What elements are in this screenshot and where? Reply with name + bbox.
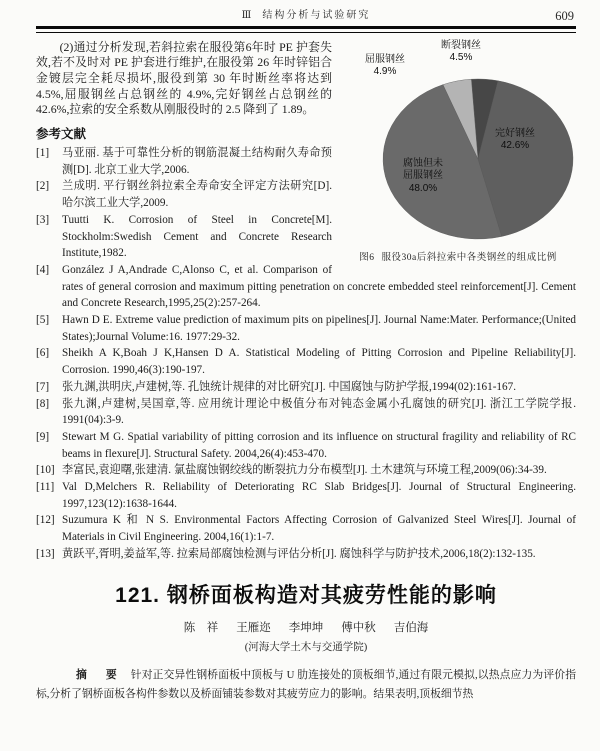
- reference-number: [11]: [36, 481, 55, 494]
- reference-number: [8]: [36, 397, 50, 410]
- abstract-label: 摘 要: [76, 668, 121, 681]
- section-title: 结构分析与试验研究: [262, 10, 371, 21]
- abstract-text: 针对正交异性钢桥面板中顶板与 U 肋连接处的顶板细节,通过有限元模拟,以热点应力为评价指标,分析了钢桥面板各构件参数以及桥面铺装参数对其疲劳应力的影响。结果表明,顶板细节热: [36, 668, 577, 701]
- reference-text: 黄跃平,胥明,姜益军,等. 拉索局部腐蚀检测与评估分析[J]. 腐蚀科学与防护技术,2006,18(2):132-135.: [62, 547, 536, 560]
- pie-label-broken-wires: [428, 40, 494, 65]
- reference-text: 马亚丽. 基于可靠性分析的钢筋混凝土结构耐久寿命预测[D]. 北京工业大学,2006.: [62, 147, 332, 176]
- pie-label-broken-name: 断裂钢丝: [441, 39, 481, 51]
- reference-item: [36, 145, 576, 178]
- section-label: Ⅲ: [241, 10, 254, 21]
- reference-text: 张九渊,洪明庆,卢建树,等. 孔蚀统计规律的对比研究[J]. 中国腐蚀与防护学报,1994(02):161-167.: [62, 380, 517, 393]
- reference-text: 张九渊,卢建树,吴国章,等. 应用统计理论中极值分布对钝态金属小孔腐蚀的研究[J]. 浙江工学院学报. 1991(04):3-9.: [62, 397, 576, 427]
- reference-number: [5]: [36, 314, 50, 327]
- authors-line: [36, 619, 576, 635]
- abstract-paragraph: [36, 666, 576, 705]
- reference-number: [10]: [36, 464, 55, 477]
- reference-text: González J A,Andrade C,Alonso C, et al. Comparison of rates of general corrosion and maximum pitting penetration on concrete embedded steel reinforcement[J]. Cement and Concrete Research,1995,25(2):257-264.: [62, 263, 576, 310]
- references-heading: 参考文献: [36, 127, 87, 142]
- author-name: 陈 祥: [183, 621, 219, 634]
- figure-caption-label: 图6: [359, 252, 375, 263]
- reference-number: [6]: [36, 347, 50, 360]
- reference-text: Hawn D E. Extreme value prediction of maximum pits on pipelines[J]. Journal Name:Mater. Performance;(United States);Journal Volume:16. 1977:29-32.: [62, 314, 576, 343]
- reference-item: [36, 546, 576, 563]
- affiliation: (河海大学土木与交通学院): [244, 641, 368, 653]
- reference-number: [1]: [36, 147, 50, 160]
- reference-text: Sheikh A K,Boah J K,Hansen D A. Statistical Modeling of Pitting Corrosion and Pipeline Reliability[J]. Corrosion. 1990,46(3):190-197.: [62, 347, 576, 377]
- author-name: 李坤坤: [288, 621, 324, 634]
- references-list: [36, 145, 576, 563]
- reference-text: 李富民,袁迎曙,张建清. 氯盐腐蚀钢绞线的断裂抗力分布模型[J]. 土木建筑与环境工程,2009(06):34-39.: [62, 464, 547, 477]
- article-title: 121. 钢桥面板构造对其疲劳性能的影响: [115, 583, 497, 607]
- reference-item: [36, 512, 576, 545]
- reference-item: [36, 479, 576, 512]
- reference-text: Stewart M G. Spatial variability of pitting corrosion and its influence on structural fragility and reliability of RC beams in flexure[J]. Structural Safety. 2004,26(4):453-470.: [62, 430, 576, 460]
- reference-number: [4]: [36, 263, 50, 276]
- header-double-rule: [36, 26, 576, 33]
- next-article-header: [36, 563, 576, 705]
- pie-label-corroded-line2: 屈服钢丝: [403, 170, 443, 181]
- reference-item: [36, 429, 576, 462]
- reference-item: [36, 178, 576, 211]
- reference-text: Val D,Melchers R. Reliability of Deteriorating RC Slab Bridges[J]. Journal of Structural Engineering. 1997,123(12):1638-1644.: [62, 481, 576, 510]
- reference-number: [2]: [36, 180, 50, 193]
- pie-label-intact-name: 完好钢丝: [495, 127, 535, 139]
- pie-label-corroded-line1: 腐蚀但未: [403, 157, 443, 169]
- body-paragraph: (2)通过分析发现,若斜拉索在服役第6年时 PE 护套失效,若不及时对 PE 护套进行维护,在服役第 26 年时锌铝合金镀层完全耗尽损坏,服役到第 30 年时断丝率将达到 4.5%,屈服钢丝占总钢丝的 4.9%,完好钢丝占总钢丝的 42.6%,拉索的安全系数从刚服役时的 2.5 降到了 1.89。: [36, 39, 332, 117]
- author-name: 王雁迩: [236, 621, 271, 634]
- pie-label-intact-pct: 42.6%: [500, 140, 530, 151]
- reference-text: Tuutti K. Corrosion of Steel in Concrete[M]. Stockholm:Swedish Cement and Concrete Research Institute,1982.: [62, 213, 332, 260]
- reference-text: Suzumura K 和 N S. Environmental Factors Affecting Corrosion of Galvanized Steel Wires[J]. Journal of Materials in Civil Engineering. 2004,16(1):1-7.: [62, 514, 576, 544]
- reference-item: [36, 345, 576, 378]
- reference-number: [13]: [36, 547, 55, 560]
- pie-label-broken-pct: 4.5%: [449, 52, 473, 63]
- reference-item: [36, 379, 576, 396]
- reference-item: [36, 262, 576, 312]
- pie-label-corroded-pct: 48.0%: [408, 182, 438, 194]
- page-header: [36, 8, 576, 33]
- running-head: [36, 8, 576, 24]
- pie-label-yielded-name: 屈服钢丝: [365, 53, 405, 65]
- reference-number: [9]: [36, 430, 50, 443]
- pie-label-yielded-wires: [358, 54, 412, 79]
- page-number: 609: [555, 9, 574, 23]
- reference-number: [12]: [36, 514, 55, 527]
- reference-text: 兰成明. 平行钢丝斜拉索全寿命安全评定方法研究[D]. 哈尔滨工业大学,2009.: [62, 180, 332, 210]
- figure-caption-text: 服役30a后斜拉索中各类钢丝的组成比例: [381, 252, 557, 263]
- reference-number: [7]: [36, 380, 50, 393]
- pie-label-yielded-pct: 4.9%: [373, 66, 397, 77]
- reference-item: [36, 212, 576, 262]
- reference-item: [36, 396, 576, 429]
- reference-item: [36, 312, 576, 345]
- page-content: [36, 40, 576, 705]
- author-name: 吉伯海: [393, 621, 429, 634]
- reference-item: [36, 462, 576, 479]
- reference-number: [3]: [36, 213, 50, 226]
- author-name: 傅中秋: [341, 621, 376, 634]
